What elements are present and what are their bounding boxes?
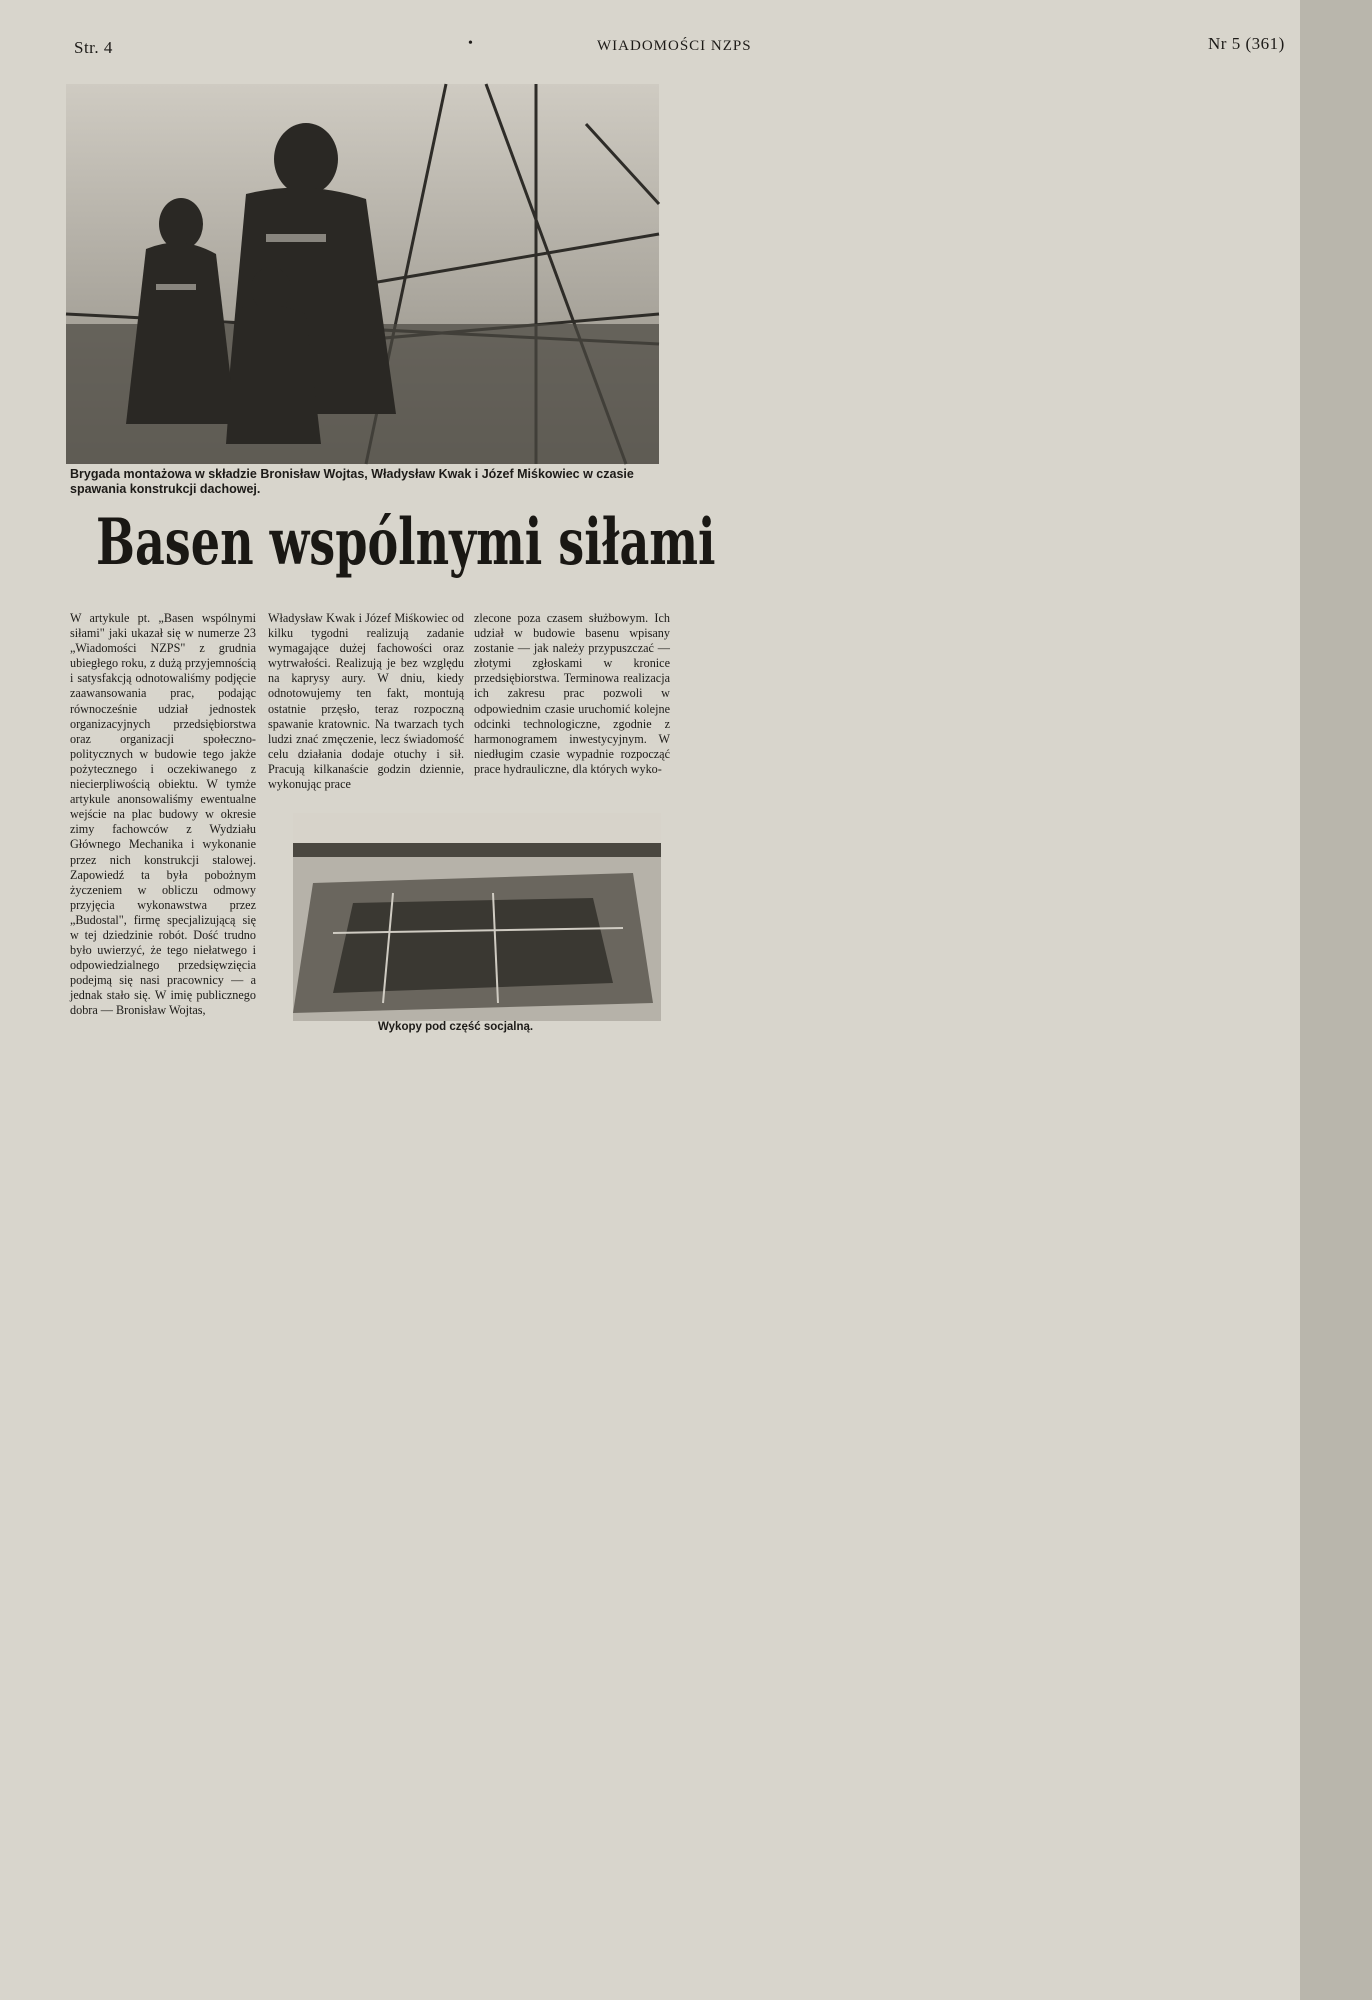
photo-excavations-image: [293, 813, 661, 1021]
header-dot: •: [468, 36, 473, 51]
basen-title: Basen wspólnymi siłami: [96, 505, 716, 580]
issue-number: Nr 5 (361): [1208, 34, 1285, 53]
basen-col-2: Władysław Kwak i Józef Miśkowiec od kilku tygodni realizują zadanie wymagające dużej fachowości oraz wytrwałości. Realizują je bez względu na kaprysy aury. W dniu, kiedy odnotowujemy ten fakt, montują ostatnie przęsło, teraz rozpoczną spawanie kratownic. Na twarzach tych ludzi znać zmęczenie, lecz świadomość celu działania dodaje otuchy i sił. Pracują kilkanaście godzin dziennie, wykonując prace: [268, 611, 464, 792]
photo-montage-brigade-image: [66, 84, 659, 464]
photo-montage-brigade: [66, 84, 659, 464]
basen-col-3: zlecone poza czasem służbowym. Ich udział w budowie basenu wpisany zostanie — jak należy przypuszczać — złotymi zgłoskami w kronice przedsiębiorstwa. Terminowa realizacja ich zakresu prac pozwoli w odpowiednim czasie uruchomić kolejne odcinki technologiczne, zgodnie z harmonogramem inwestycyjnym. W niedługim czasie wypadnie rozpocząć prace hydrauliczne, dla których wyko-: [474, 611, 670, 776]
basen-col-1: W artykule pt. „Basen wspólnymi siłami" jaki ukazał się w numerze 23 „Wiadomości NZPS" z grudnia ubiegłego roku, z dużą przyjemnością i satysfakcją odnotowaliśmy podjęcie zaawansowania prac, podając równocześnie udział jednostek organizacyjnych przedsiębiorstwa oraz organizacji społeczno-politycznych w budowie tego jakże pożytecznego i oczekiwanego z niecierpliwością obiektu. W tymże artykule anonsowaliśmy ewentualne wejście na plac budowy w okresie zimy fachowców z Wydziału Głównego Mechanika i wykonanie przez nich konstrukcji stalowej. Zapowiedź ta była pobożnym życzeniem w obliczu odmowy przyjęcia wykonawstwa przez „Budostal", firmę specjalizującą się w tej dziedzinie robót. Dość trudno było uwierzyć, że tego niełatwego i odpowiedzialnego przedsięwzięcia podejmą się nasi pracownicy — a jednak stało się. W imię publicznego dobra — Bronisław Wojtas,: [70, 611, 256, 1018]
photo-anchor: [72, 1040, 73, 1041]
photo-anchor-2: [72, 1045, 73, 1046]
photo-montage-caption: Brygada montażowa w składzie Bronisław Wojtas, Władysław Kwak i Józef Miśkowiec w czasie spawania konstrukcji dachowej.: [70, 467, 634, 496]
paper-title: WIADOMOŚCI NZPS: [597, 38, 752, 54]
photo-excavations: [293, 813, 661, 1021]
page-number: Str. 4: [74, 38, 113, 57]
photo-excavations-caption: Wykopy pod część socjalną.: [378, 1021, 534, 1033]
